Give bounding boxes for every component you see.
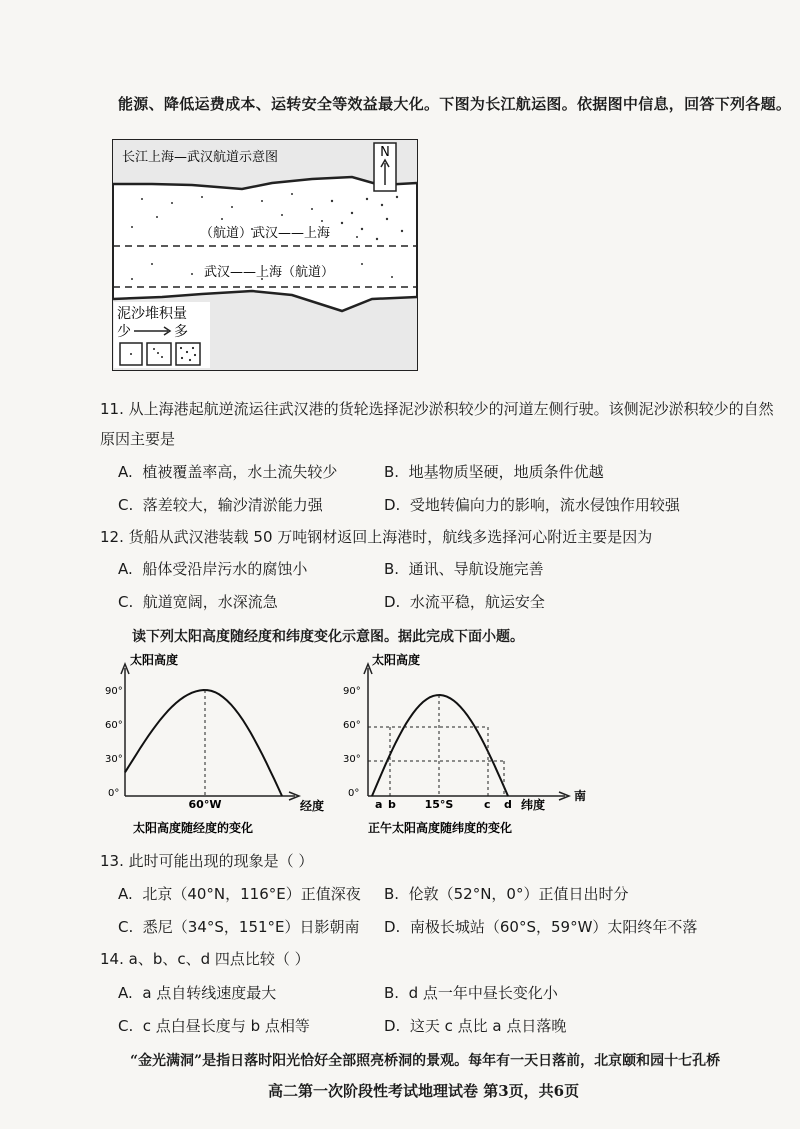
option-12-d[interactable]: D. 水流平稳，航运安全 xyxy=(384,593,545,611)
question-12: 12. 货船从武汉港装载 50 万吨钢材返回上海港时，航线多选择河心附近主要是因为 xyxy=(100,528,653,546)
option-11-a[interactable]: A. 植被覆盖率高，水土流失较少 xyxy=(118,463,338,481)
question-11 xyxy=(100,398,774,419)
upper-lane-label: （航道）武汉——上海 xyxy=(200,226,331,241)
map-title: 长江上海—武汉航道示意图 xyxy=(122,150,279,165)
question-13: 13. 此时可能出现的现象是（ ） xyxy=(100,852,314,870)
chart2-ytick-90: 90° xyxy=(343,686,361,697)
chart2-point-b: b xyxy=(388,798,396,811)
chart2-title: 正午太阳高度随纬度的变化 xyxy=(368,821,513,835)
option-11-c[interactable]: C. 落差较大，输沙清淤能力强 xyxy=(118,496,323,514)
chart1-x-marker: 60°W xyxy=(188,798,222,811)
chart1-xlabel: 经度 xyxy=(300,799,325,813)
chart1-axes xyxy=(121,664,299,800)
option-11-d[interactable]: D. 受地转偏向力的影响，流水侵蚀作用较强 xyxy=(384,496,680,514)
option-13-d[interactable]: D. 南极长城站（60°S，59°W）太阳终年不落 xyxy=(384,918,698,936)
lower-lane-label: 武汉——上海（航道） xyxy=(204,265,335,280)
chart1-ylabel: 太阳高度 xyxy=(130,653,179,667)
chart2-ytick-60: 60° xyxy=(343,720,361,731)
legend-high: 多 xyxy=(174,324,188,340)
chart1-ytick-90: 90° xyxy=(105,686,123,697)
chart2-guides xyxy=(368,695,504,796)
north-label: N xyxy=(380,145,390,160)
page-footer: 高二第一次阶段性考试地理试卷 第3页，共6页 xyxy=(268,1082,580,1100)
option-13-a[interactable]: A. 北京（40°N，116°E）正值深夜 xyxy=(118,885,361,903)
chart2-xlabel: 纬度 xyxy=(521,798,546,812)
option-11-b[interactable]: B. 地基物质坚硬，地质条件优越 xyxy=(384,463,604,481)
option-12-c[interactable]: C. 航道宽阔，水深流急 xyxy=(118,593,278,611)
chart2-point-c: c xyxy=(484,798,491,811)
question-number: 11. xyxy=(100,400,124,418)
option-14-b[interactable]: B. d 点一年中昼长变化小 xyxy=(384,984,558,1002)
chart2-direction: 南 xyxy=(574,789,587,803)
chart2-axes xyxy=(364,664,569,800)
chart1-curve xyxy=(125,690,282,796)
yangtze-map-svg xyxy=(112,139,418,371)
legend-low: 少 xyxy=(117,324,131,340)
intro-text: 能源、降低运费成本、运转安全等效益最大化。下图为长江航运图。依据图中信息，回答下列各题。 xyxy=(118,95,792,113)
option-13-b[interactable]: B. 伦敦（52°N，0°）正值日出时分 xyxy=(384,885,629,903)
chart2-ytick-0: 0° xyxy=(348,788,360,799)
chart1-ytick-0: 0° xyxy=(108,788,120,799)
yangtze-map xyxy=(112,139,418,371)
chart1-ytick-30: 30° xyxy=(105,754,123,765)
option-12-b[interactable]: B. 通讯、导航设施完善 xyxy=(384,560,544,578)
chart2-ytick-30: 30° xyxy=(343,754,361,765)
legend-title: 泥沙堆积量 xyxy=(117,306,187,322)
sun-altitude-charts xyxy=(100,650,620,842)
chart2-point-a: a xyxy=(375,798,383,811)
option-14-a[interactable]: A. a 点自转线速度最大 xyxy=(118,984,277,1002)
question-14: 14. a、b、c、d 四点比较（ ） xyxy=(100,950,310,968)
reading-prompt: 读下列太阳高度随经度和纬度变化示意图。据此完成下面小题。 xyxy=(132,629,524,645)
legend-box-mid xyxy=(147,343,171,365)
option-14-d[interactable]: D. 这天 c 点比 a 点日落晚 xyxy=(384,1017,567,1035)
chart2-point-d: d xyxy=(504,798,512,811)
option-14-c[interactable]: C. c 点白昼长度与 b 点相等 xyxy=(118,1017,310,1035)
question-stem: 从上海港起航逆流运往武汉港的货轮选择泥沙淤积较少的河道左侧行驶。该侧泥沙淤积较少的自然 xyxy=(128,400,774,418)
question-11-cont: 原因主要是 xyxy=(100,430,176,448)
chart1-ytick-60: 60° xyxy=(105,720,123,731)
option-13-c[interactable]: C. 悉尼（34°S，151°E）日影朝南 xyxy=(118,918,360,936)
chart2-x-marker: 15°S xyxy=(424,798,454,811)
chart2-ylabel: 太阳高度 xyxy=(372,653,421,667)
legend-box-high xyxy=(176,343,200,365)
chart1-title: 太阳高度随经度的变化 xyxy=(133,821,254,835)
option-12-a[interactable]: A. 船体受沿岸污水的腐蚀小 xyxy=(118,560,308,578)
footer-note: “金光满洞”是指日落时阳光恰好全部照亮桥洞的景观。每年有一天日落前，北京颐和园十七孔桥 xyxy=(130,1053,721,1069)
